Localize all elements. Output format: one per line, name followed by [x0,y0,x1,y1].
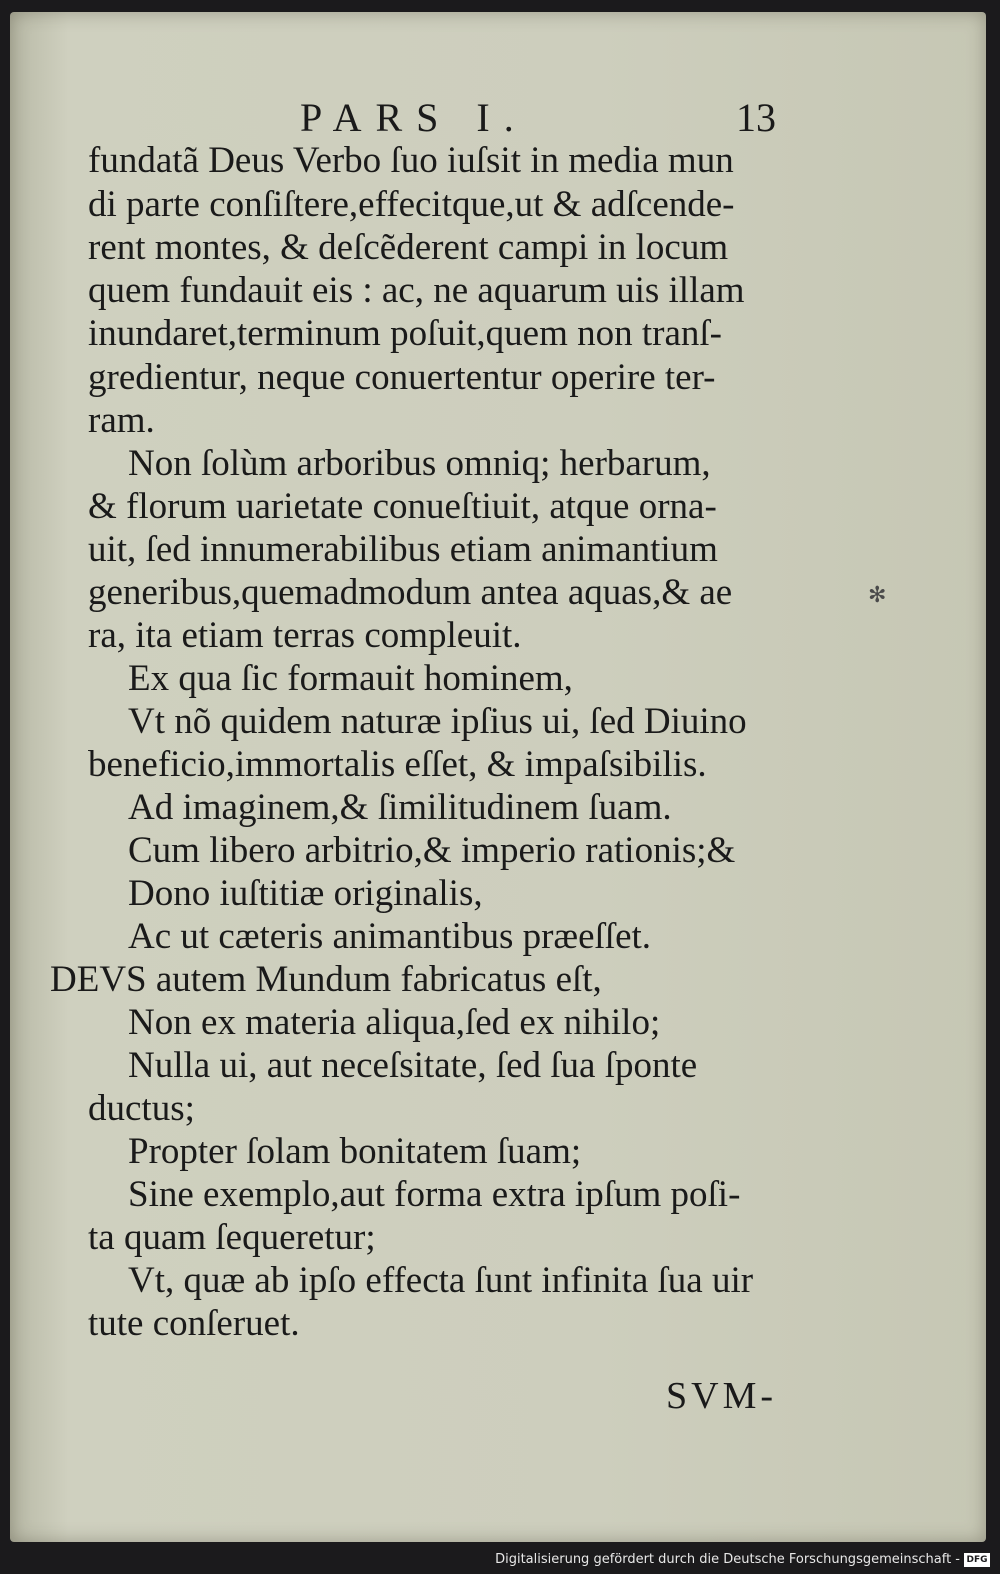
text-line: Nulla ui, aut neceſsitate, ſed ſua ſponte [128,1045,698,1086]
text-line: fundatã Deus Verbo ſuo iuſsit in media mun [88,140,734,181]
text-line: ram. [88,400,155,441]
text-line: uit, ſed innumerabilibus etiam animantium [88,529,718,570]
text-line: Propter ſolam bonitatem ſuam; [128,1131,582,1172]
text-line: beneficio,immortalis eſſet, & impaſsibilis. [88,744,707,785]
text-line: Vt, quæ ab ipſo effecta ſunt infinita ſua uir [128,1260,754,1301]
page-header [10,94,986,144]
text-line: Vt nõ quidem naturæ ipſius ui, ſed Diuino [128,701,747,742]
text-line: gredientur, neque conuertentur operire ter- [88,357,716,398]
digitization-footer [0,1548,1000,1574]
text-line: inundaret,terminum poſuit,quem non tranſ- [88,313,723,354]
text-line: Dono iuſtitiæ originalis, [128,873,483,914]
page-number: 13 [736,95,776,140]
text-line: Ex qua ſic formauit hominem, [128,658,573,699]
ink-speck-icon: ✻ [868,582,887,607]
dfg-logo-icon: DFG [964,1553,990,1567]
text-line: ta quam ſequeretur; [88,1217,376,1258]
text-line: Cum libero arbitrio,& imperio rationis;& [128,830,736,871]
text-line: Non ex materia aliqua,ſed ex nihilo; [128,1002,661,1043]
catchword: SVM- [666,1375,778,1417]
text-line: Ac ut cæteris animantibus præeſſet. [128,916,652,957]
text-line: ra, ita etiam terras compleuit. [88,615,522,656]
book-page [10,12,986,1542]
text-line: generibus,quemadmodum antea aquas,& ae [88,572,733,613]
running-head: PARS I. [300,95,528,140]
text-line: quem fundauit eis : ac, ne aquarum uis illam [88,270,745,311]
text-line: Non ſolùm arboribus omniq; herbarum, [128,443,711,484]
footer-credit: Digitalisierung gefördert durch die Deutsche Forschungsgemeinschaft - [495,1552,960,1567]
text-line: Sine exemplo,aut forma extra ipſum poſi- [128,1174,741,1215]
text-line: di parte conſiſtere,effecitque,ut & adſcende- [88,184,735,225]
text-line: DEVS autem Mundum fabricatus eſt, [50,959,602,1000]
text-line: Ad imaginem,& ſimilitudinem ſuam. [128,787,672,828]
text-line: & florum uarietate conueſtiuit, atque orna- [88,486,717,527]
text-line: ductus; [88,1088,195,1129]
text-line: rent montes, & deſcẽderent campi in locum [88,227,729,268]
text-line: tute conſeruet. [88,1303,300,1344]
